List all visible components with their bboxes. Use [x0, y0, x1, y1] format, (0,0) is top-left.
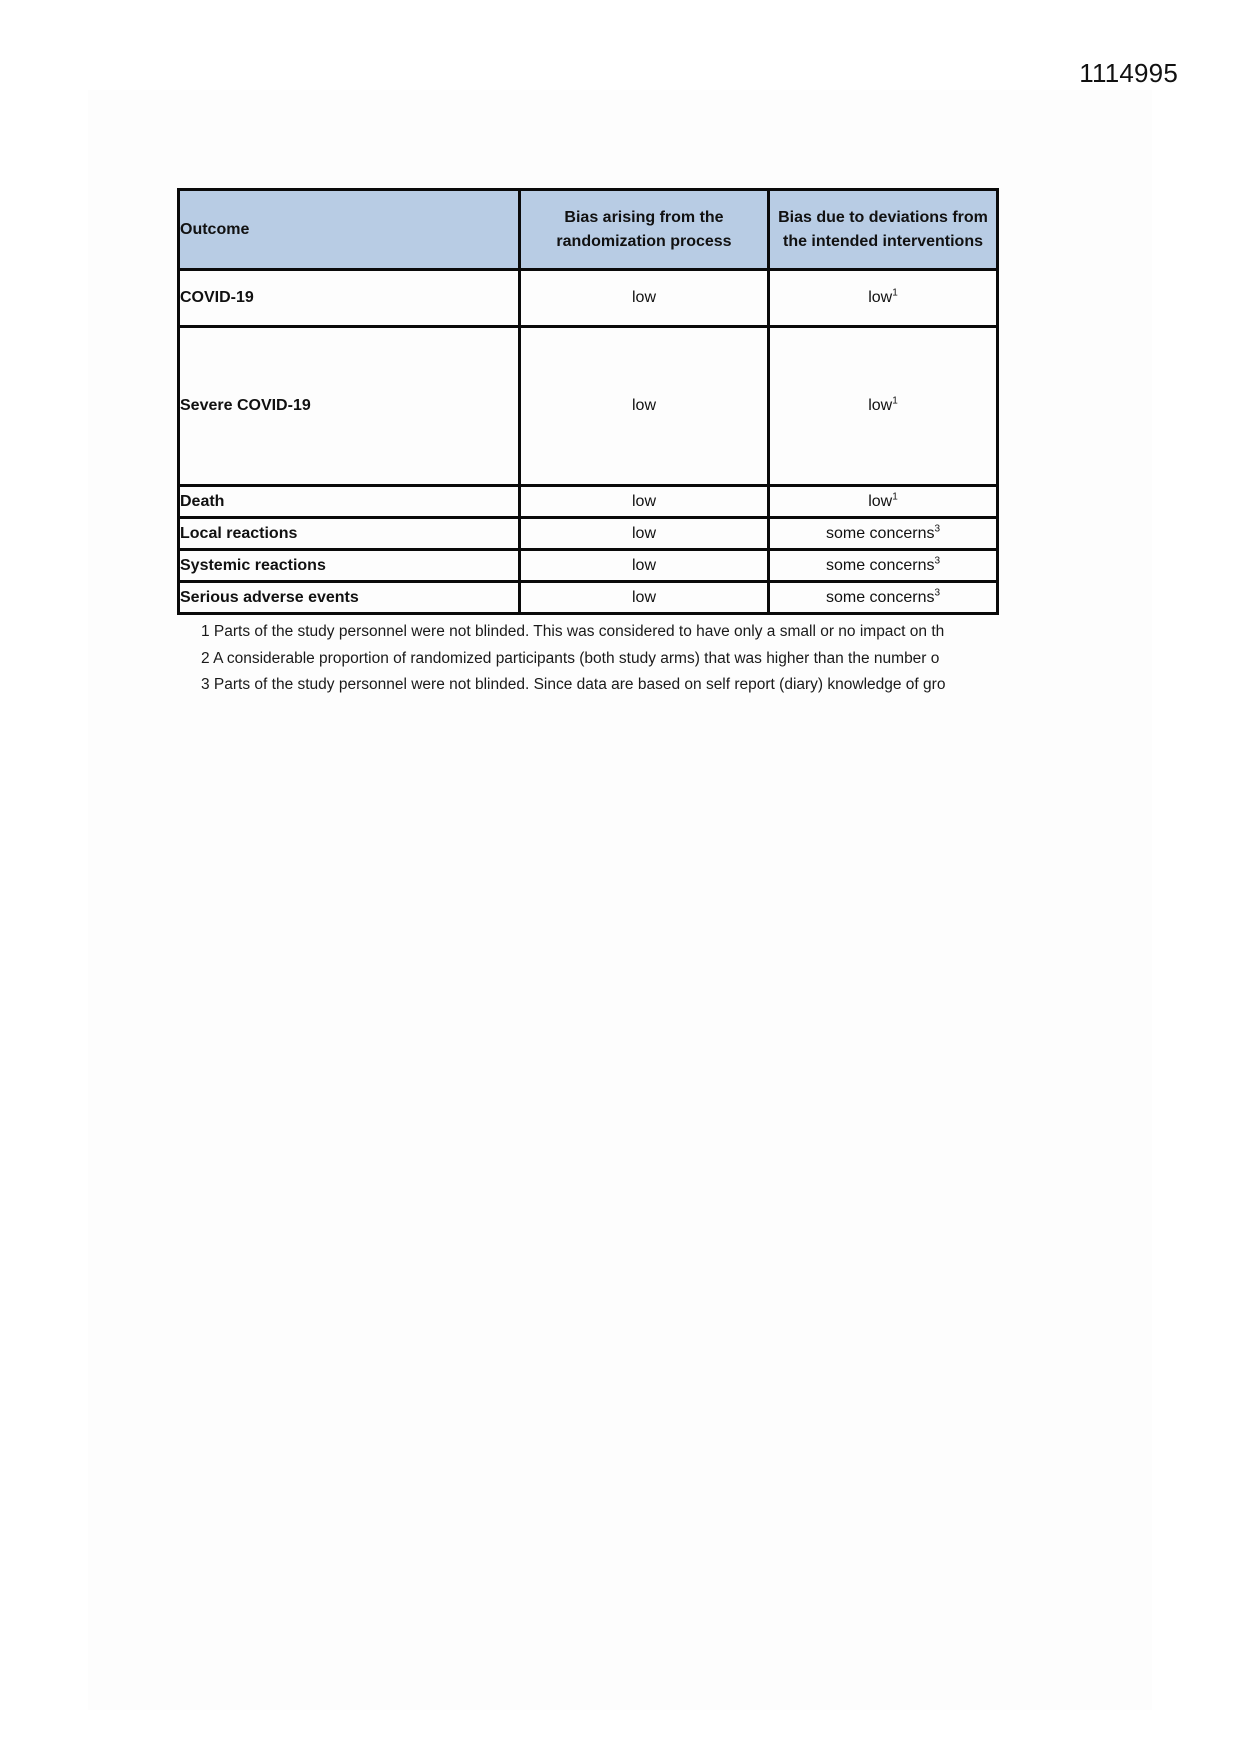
risk-of-bias-table	[177, 188, 999, 615]
deviation-cell	[769, 582, 998, 614]
outcome-cell: Severe COVID-19	[179, 327, 520, 486]
randomization-cell: low	[520, 270, 769, 327]
deviation-value: some concerns	[825, 588, 935, 606]
footnote-marker: 3	[934, 555, 941, 567]
randomization-cell: low	[520, 486, 769, 518]
outcome-cell: Death	[179, 486, 520, 518]
outcome-cell: Serious adverse events	[179, 582, 520, 614]
outcome-cell: COVID-19	[179, 270, 520, 327]
randomization-cell: low	[520, 582, 769, 614]
deviation-value: low	[868, 289, 893, 306]
deviation-cell	[769, 270, 998, 327]
footnote-marker: 3	[934, 587, 941, 599]
header-deviation-bias: Bias due to deviations from the intended interventions	[769, 190, 998, 270]
footnote-marker: 1	[892, 287, 898, 299]
deviation-value: low	[868, 397, 893, 414]
table-row	[179, 270, 998, 327]
deviation-cell	[769, 486, 998, 518]
randomization-cell: low	[520, 327, 769, 486]
table-row	[179, 486, 998, 518]
footnote-marker: 3	[934, 523, 941, 535]
deviation-value: some concerns	[825, 556, 935, 574]
footnote-2: 2 A considerable proportion of randomized participants (both study arms) that was higher than the number o	[201, 649, 940, 667]
header-outcome: Outcome	[179, 190, 520, 270]
deviation-value: some concerns	[825, 524, 935, 542]
deviation-cell	[769, 518, 998, 550]
document-id: 1114995	[1079, 58, 1178, 88]
randomization-cell: low	[520, 550, 769, 582]
footnote-marker: 1	[892, 395, 898, 407]
deviation-cell	[769, 327, 998, 486]
header-randomization-bias: Bias arising from the randomization process	[520, 190, 769, 270]
table-row	[179, 582, 998, 614]
deviation-cell	[769, 550, 998, 582]
randomization-cell: low	[520, 518, 769, 550]
table-row	[179, 550, 998, 582]
footnote-1: 1 Parts of the study personnel were not blinded. This was considered to have only a small or no impact on th	[201, 623, 945, 640]
deviation-value: low	[868, 492, 893, 510]
table-header-row	[179, 190, 998, 270]
outcome-cell: Systemic reactions	[179, 550, 520, 582]
footnote-marker: 1	[892, 491, 898, 503]
table-row	[179, 327, 998, 486]
outcome-cell: Local reactions	[179, 518, 520, 550]
table-row	[179, 518, 998, 550]
footnote-3: 3 Parts of the study personnel were not blinded. Since data are based on self report (diary) knowledge of gro	[201, 676, 946, 693]
footnotes	[201, 619, 1066, 699]
